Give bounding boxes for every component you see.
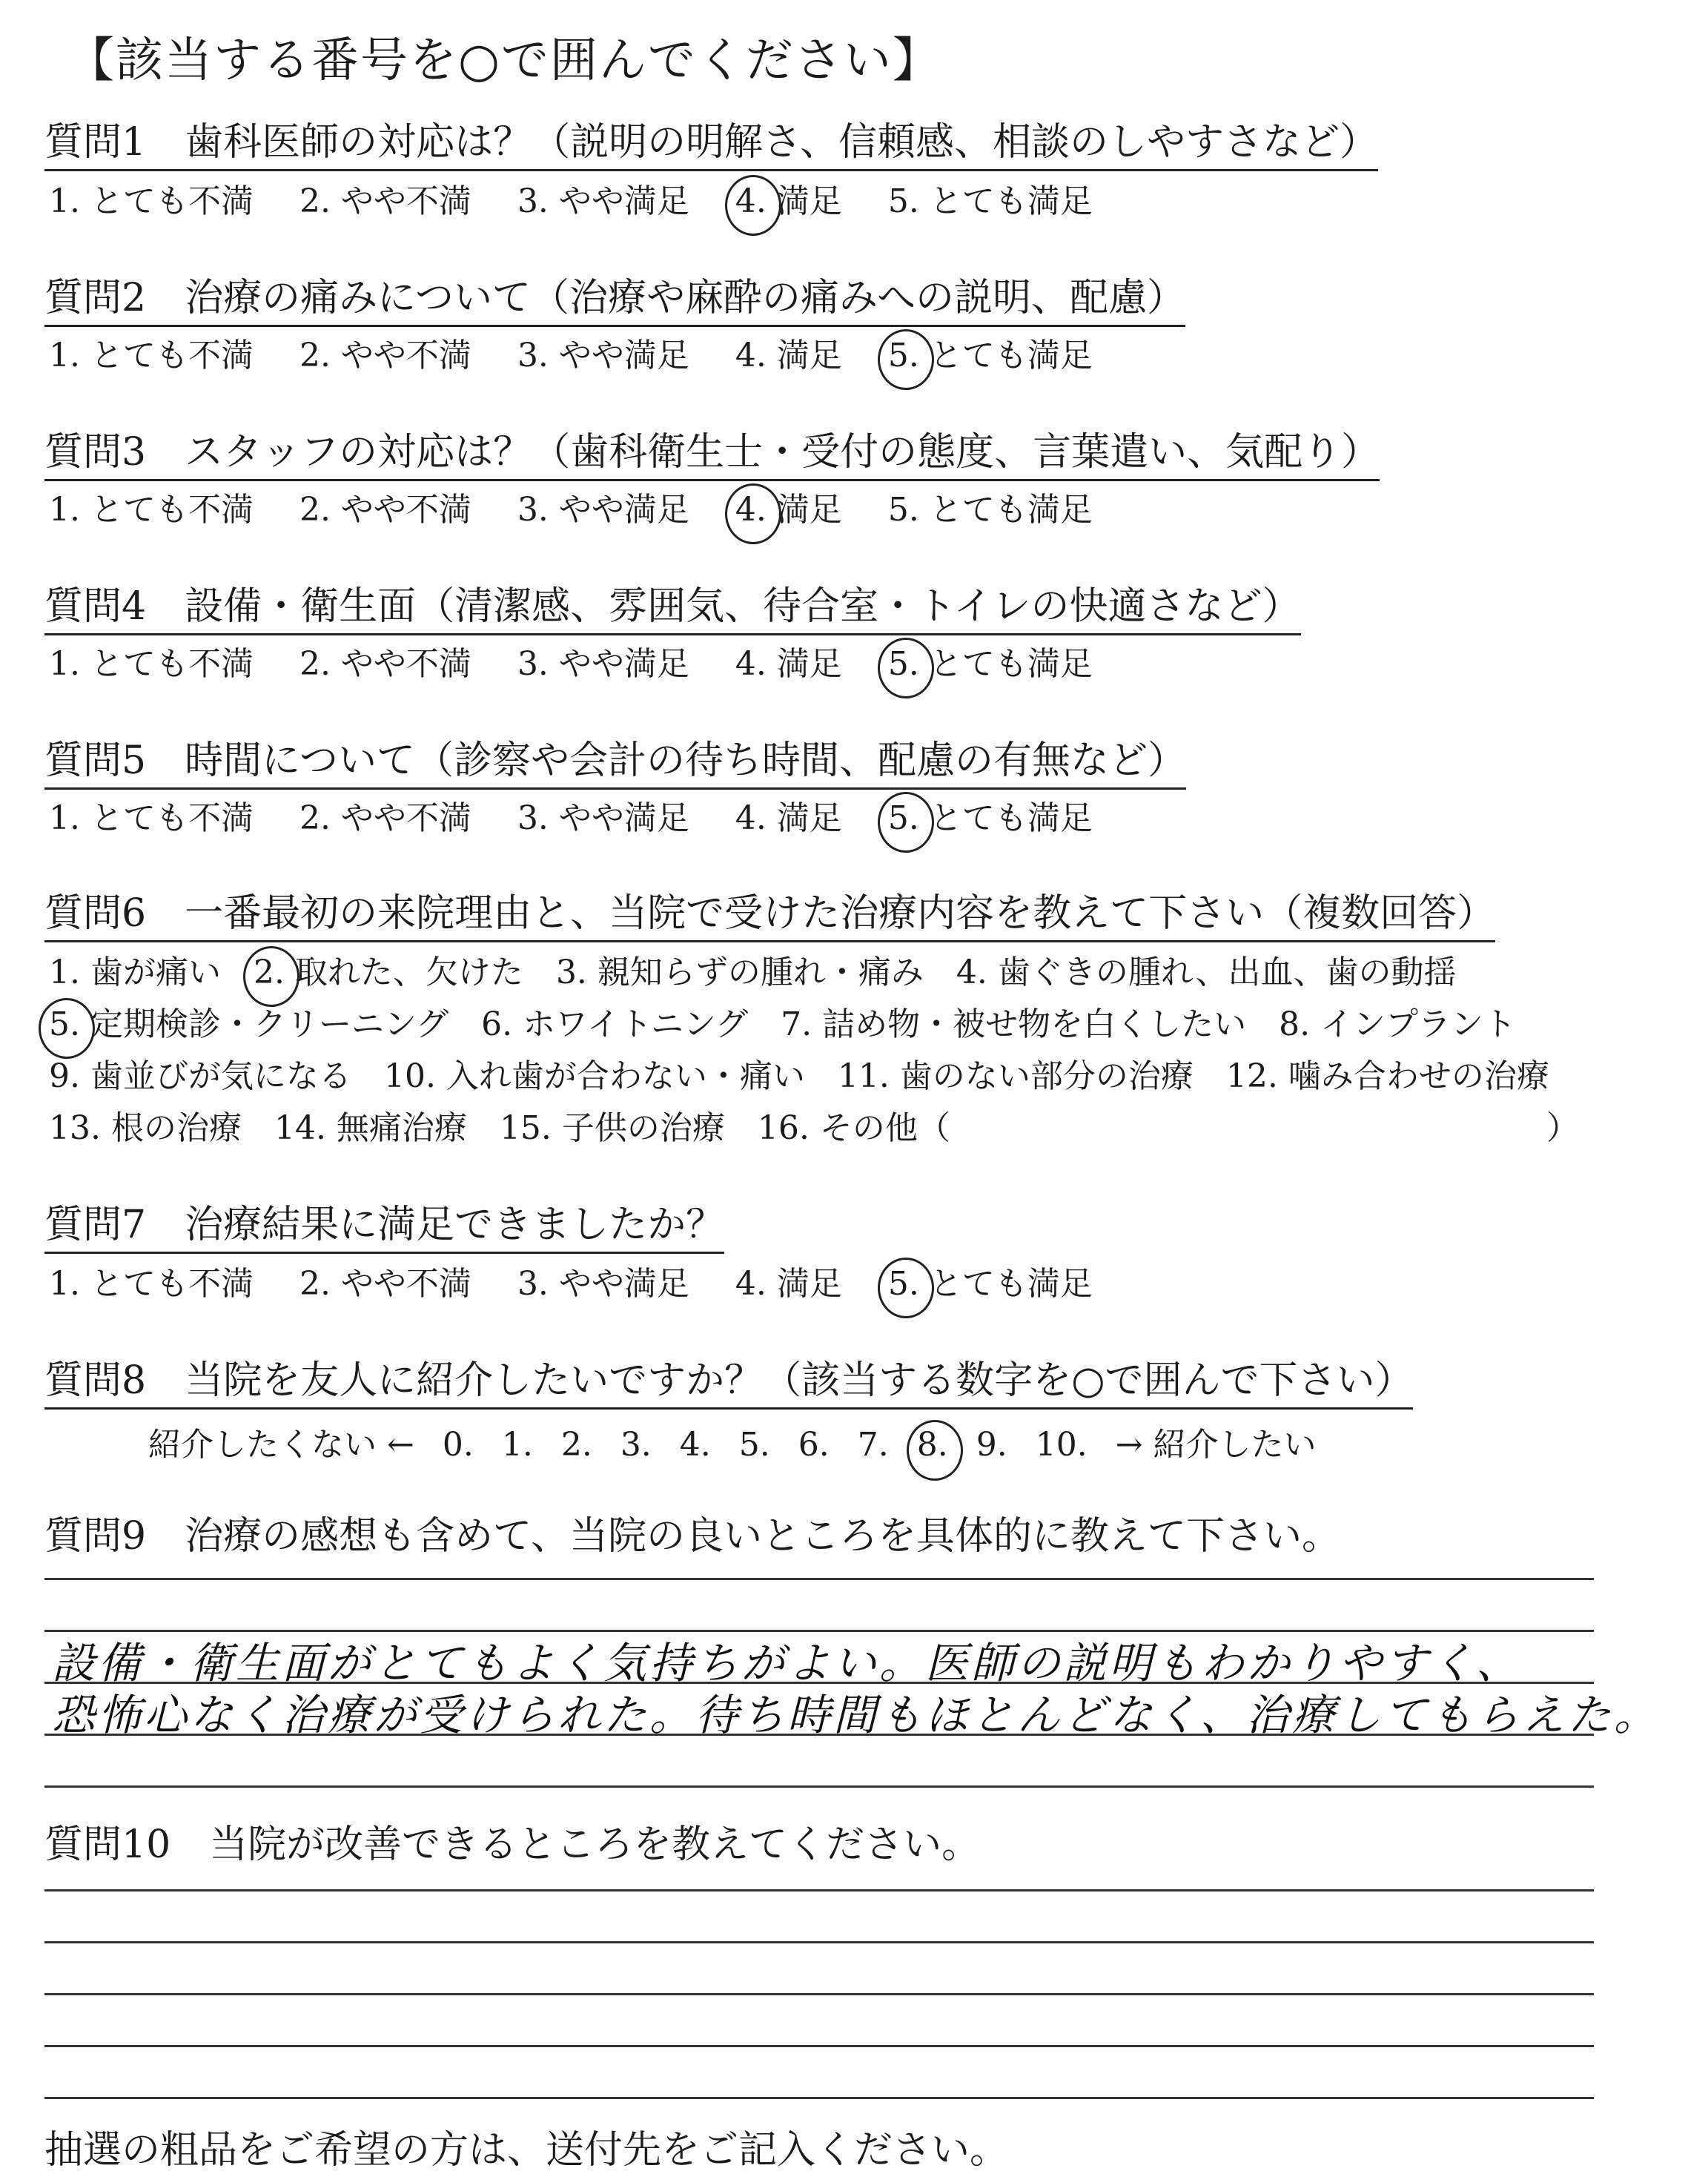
- q5-option-5-circled[interactable]: 5. とても満足: [888, 798, 1093, 839]
- q6-option-15[interactable]: 15. 子供の治療: [499, 1109, 725, 1147]
- q4-option-2[interactable]: 2. やや不満: [299, 645, 471, 683]
- answer-line: [44, 1785, 1594, 1788]
- q8-number-8-circled[interactable]: 8.: [916, 1426, 948, 1464]
- question-2-options: [49, 335, 1139, 377]
- q6-option-13[interactable]: 13. 根の治療: [49, 1109, 242, 1147]
- question-3-options: [49, 489, 1139, 531]
- q7-option-4[interactable]: 4. 満足: [735, 1265, 842, 1303]
- q8-number-7[interactable]: 7.: [857, 1426, 889, 1464]
- q6-option-4[interactable]: 4. 歯ぐきの腫れ、出血、歯の動揺: [956, 954, 1457, 991]
- q1-option-5[interactable]: 5. とても満足: [887, 182, 1093, 220]
- q5-option-4[interactable]: 4. 満足: [735, 799, 842, 837]
- q3-option-2[interactable]: 2. やや不満: [299, 491, 471, 529]
- q6-option-9[interactable]: 9. 歯並びが気になる: [49, 1057, 351, 1095]
- q9-handwritten-answer-line-2[interactable]: 恐怖心なく治療が受けられた。待ち時間もほとんどなく、治療してもらえた。: [52, 1690, 1660, 1740]
- q1-option-1[interactable]: 1. とても不満: [49, 182, 254, 220]
- q6-option-14[interactable]: 14. 無痛治療: [274, 1109, 467, 1147]
- q6-option-12[interactable]: 12. 噛み合わせの治療: [1225, 1057, 1549, 1095]
- q1-option-4-circled[interactable]: 4. 満足: [735, 181, 842, 222]
- q8-number-9[interactable]: 9.: [976, 1426, 1007, 1464]
- question-4-title: 質問4 設備・衛生面（清潔感、雰囲気、待合室・トイレの快適さなど）: [44, 583, 1301, 635]
- q2-option-4[interactable]: 4. 満足: [735, 337, 842, 374]
- q9-handwritten-answer-line-1[interactable]: 設備・衛生面がとてもよく気持ちがよい。医師の説明もわかりやすく、: [52, 1638, 1522, 1688]
- page-heading: 【該当する番号を○で囲んでください】: [67, 33, 941, 88]
- question-2-title: 質問2 治療の痛みについて（治療や麻酔の痛みへの説明、配慮）: [44, 274, 1185, 327]
- q8-number-6[interactable]: 6.: [798, 1426, 830, 1464]
- q8-number-2[interactable]: 2.: [560, 1426, 592, 1464]
- q2-option-3[interactable]: 3. やや満足: [517, 337, 689, 374]
- q5-option-3[interactable]: 3. やや満足: [517, 799, 689, 837]
- q7-option-1[interactable]: 1. とても不満: [49, 1265, 254, 1303]
- footer-instruction: 抽選の粗品をご希望の方は、送付先をご記入ください。: [44, 2128, 1009, 2173]
- question-3-title: 質問3 スタッフの対応は？（歯科衛生士・受付の態度、言葉遣い、気配り）: [44, 429, 1380, 481]
- q6-option-2-circled[interactable]: 2. 取れた、欠けた: [254, 952, 523, 994]
- q3-option-5[interactable]: 5. とても満足: [887, 491, 1093, 529]
- q4-option-3[interactable]: 3. やや満足: [517, 645, 689, 683]
- question-6-row-1: [49, 952, 1457, 994]
- q4-option-1[interactable]: 1. とても不満: [49, 645, 254, 683]
- question-6-row-3: [49, 1056, 1549, 1097]
- question-4-options: [49, 644, 1139, 685]
- question-5-options: [49, 798, 1139, 839]
- q8-number-3[interactable]: 3.: [620, 1426, 652, 1464]
- q8-number-1[interactable]: 1.: [501, 1426, 533, 1464]
- question-7-options: [49, 1263, 1139, 1305]
- answer-line: [44, 2045, 1594, 2047]
- q8-scale-right-label: → 紹介したい: [1115, 1426, 1317, 1464]
- question-5-title: 質問5 時間について（診察や会計の待ち時間、配慮の有無など）: [44, 737, 1186, 790]
- q7-option-2[interactable]: 2. やや不満: [299, 1265, 471, 1303]
- q8-number-10[interactable]: 10.: [1035, 1426, 1088, 1464]
- q6-option-7[interactable]: 7. 詰め物・被せ物を白くしたい: [781, 1005, 1247, 1043]
- q6-option-6[interactable]: 6. ホワイトニング: [481, 1005, 749, 1043]
- q3-option-1[interactable]: 1. とても不満: [49, 491, 254, 529]
- q2-option-5-circled[interactable]: 5. とても満足: [888, 335, 1093, 377]
- q6-option-1[interactable]: 1. 歯が痛い: [49, 954, 221, 991]
- question-1-options: [49, 181, 1139, 222]
- q6-option-11[interactable]: 11. 歯のない部分の治療: [837, 1057, 1194, 1095]
- q8-number-0[interactable]: 0.: [442, 1426, 474, 1464]
- q6-option-16-close-paren: ）: [1546, 1109, 1579, 1147]
- q2-option-1[interactable]: 1. とても不満: [49, 337, 254, 374]
- question-1-title: 質問1 歯科医師の対応は？（説明の明解さ、信頼感、相談のしやすさなど）: [44, 119, 1378, 171]
- q3-option-4-circled[interactable]: 4. 満足: [735, 489, 842, 531]
- q5-option-1[interactable]: 1. とても不満: [49, 799, 254, 837]
- q1-option-2[interactable]: 2. やや不満: [299, 182, 471, 220]
- q1-option-3[interactable]: 3. やや満足: [517, 182, 689, 220]
- q5-option-2[interactable]: 2. やや不満: [299, 799, 471, 837]
- q4-option-5-circled[interactable]: 5. とても満足: [888, 644, 1093, 685]
- question-6-row-4: [49, 1108, 1579, 1149]
- q2-option-2[interactable]: 2. やや不満: [299, 337, 471, 374]
- q6-option-8[interactable]: 8. インプラント: [1279, 1005, 1517, 1043]
- question-6-title: 質問6 一番最初の来院理由と、当院で受けた治療内容を教えて下さい（複数回答）: [44, 890, 1495, 942]
- question-7-title: 質問7 治療結果に満足できましたか？: [44, 1201, 724, 1254]
- q6-option-5-circled[interactable]: 5. 定期検診・クリーニング: [49, 1004, 448, 1045]
- answer-line: [44, 1889, 1594, 1891]
- question-6-row-2: [49, 1004, 1516, 1045]
- answer-line: [44, 1578, 1594, 1580]
- q7-option-3[interactable]: 3. やや満足: [517, 1265, 689, 1303]
- question-10-title: 質問10 当院が改善できるところを教えてください。: [44, 1823, 981, 1867]
- q8-number-5[interactable]: 5.: [738, 1426, 770, 1464]
- q6-option-16[interactable]: 16. その他（: [757, 1109, 950, 1147]
- q3-option-3[interactable]: 3. やや満足: [517, 491, 689, 529]
- answer-line: [44, 1993, 1594, 1995]
- q8-number-4[interactable]: 4.: [679, 1426, 711, 1464]
- q6-option-3[interactable]: 3. 親知らずの腫れ・痛み: [555, 954, 924, 991]
- q7-option-5-circled[interactable]: 5. とても満足: [888, 1263, 1093, 1305]
- question-8-scale: [148, 1418, 1345, 1465]
- question-8-title: 質問8 当院を友人に紹介したいですか？（該当する数字を○で囲んで下さい）: [44, 1357, 1413, 1410]
- q6-option-10[interactable]: 10. 入れ歯が合わない・痛い: [383, 1057, 805, 1095]
- q8-scale-left-label: 紹介したくない ←: [148, 1426, 414, 1464]
- answer-line: [44, 2097, 1594, 2099]
- question-9-title: 質問9 治療の感想も含めて、当院の良いところを具体的に教えて下さい。: [44, 1514, 1341, 1559]
- q4-option-4[interactable]: 4. 満足: [735, 645, 842, 683]
- answer-line: [44, 1941, 1594, 1943]
